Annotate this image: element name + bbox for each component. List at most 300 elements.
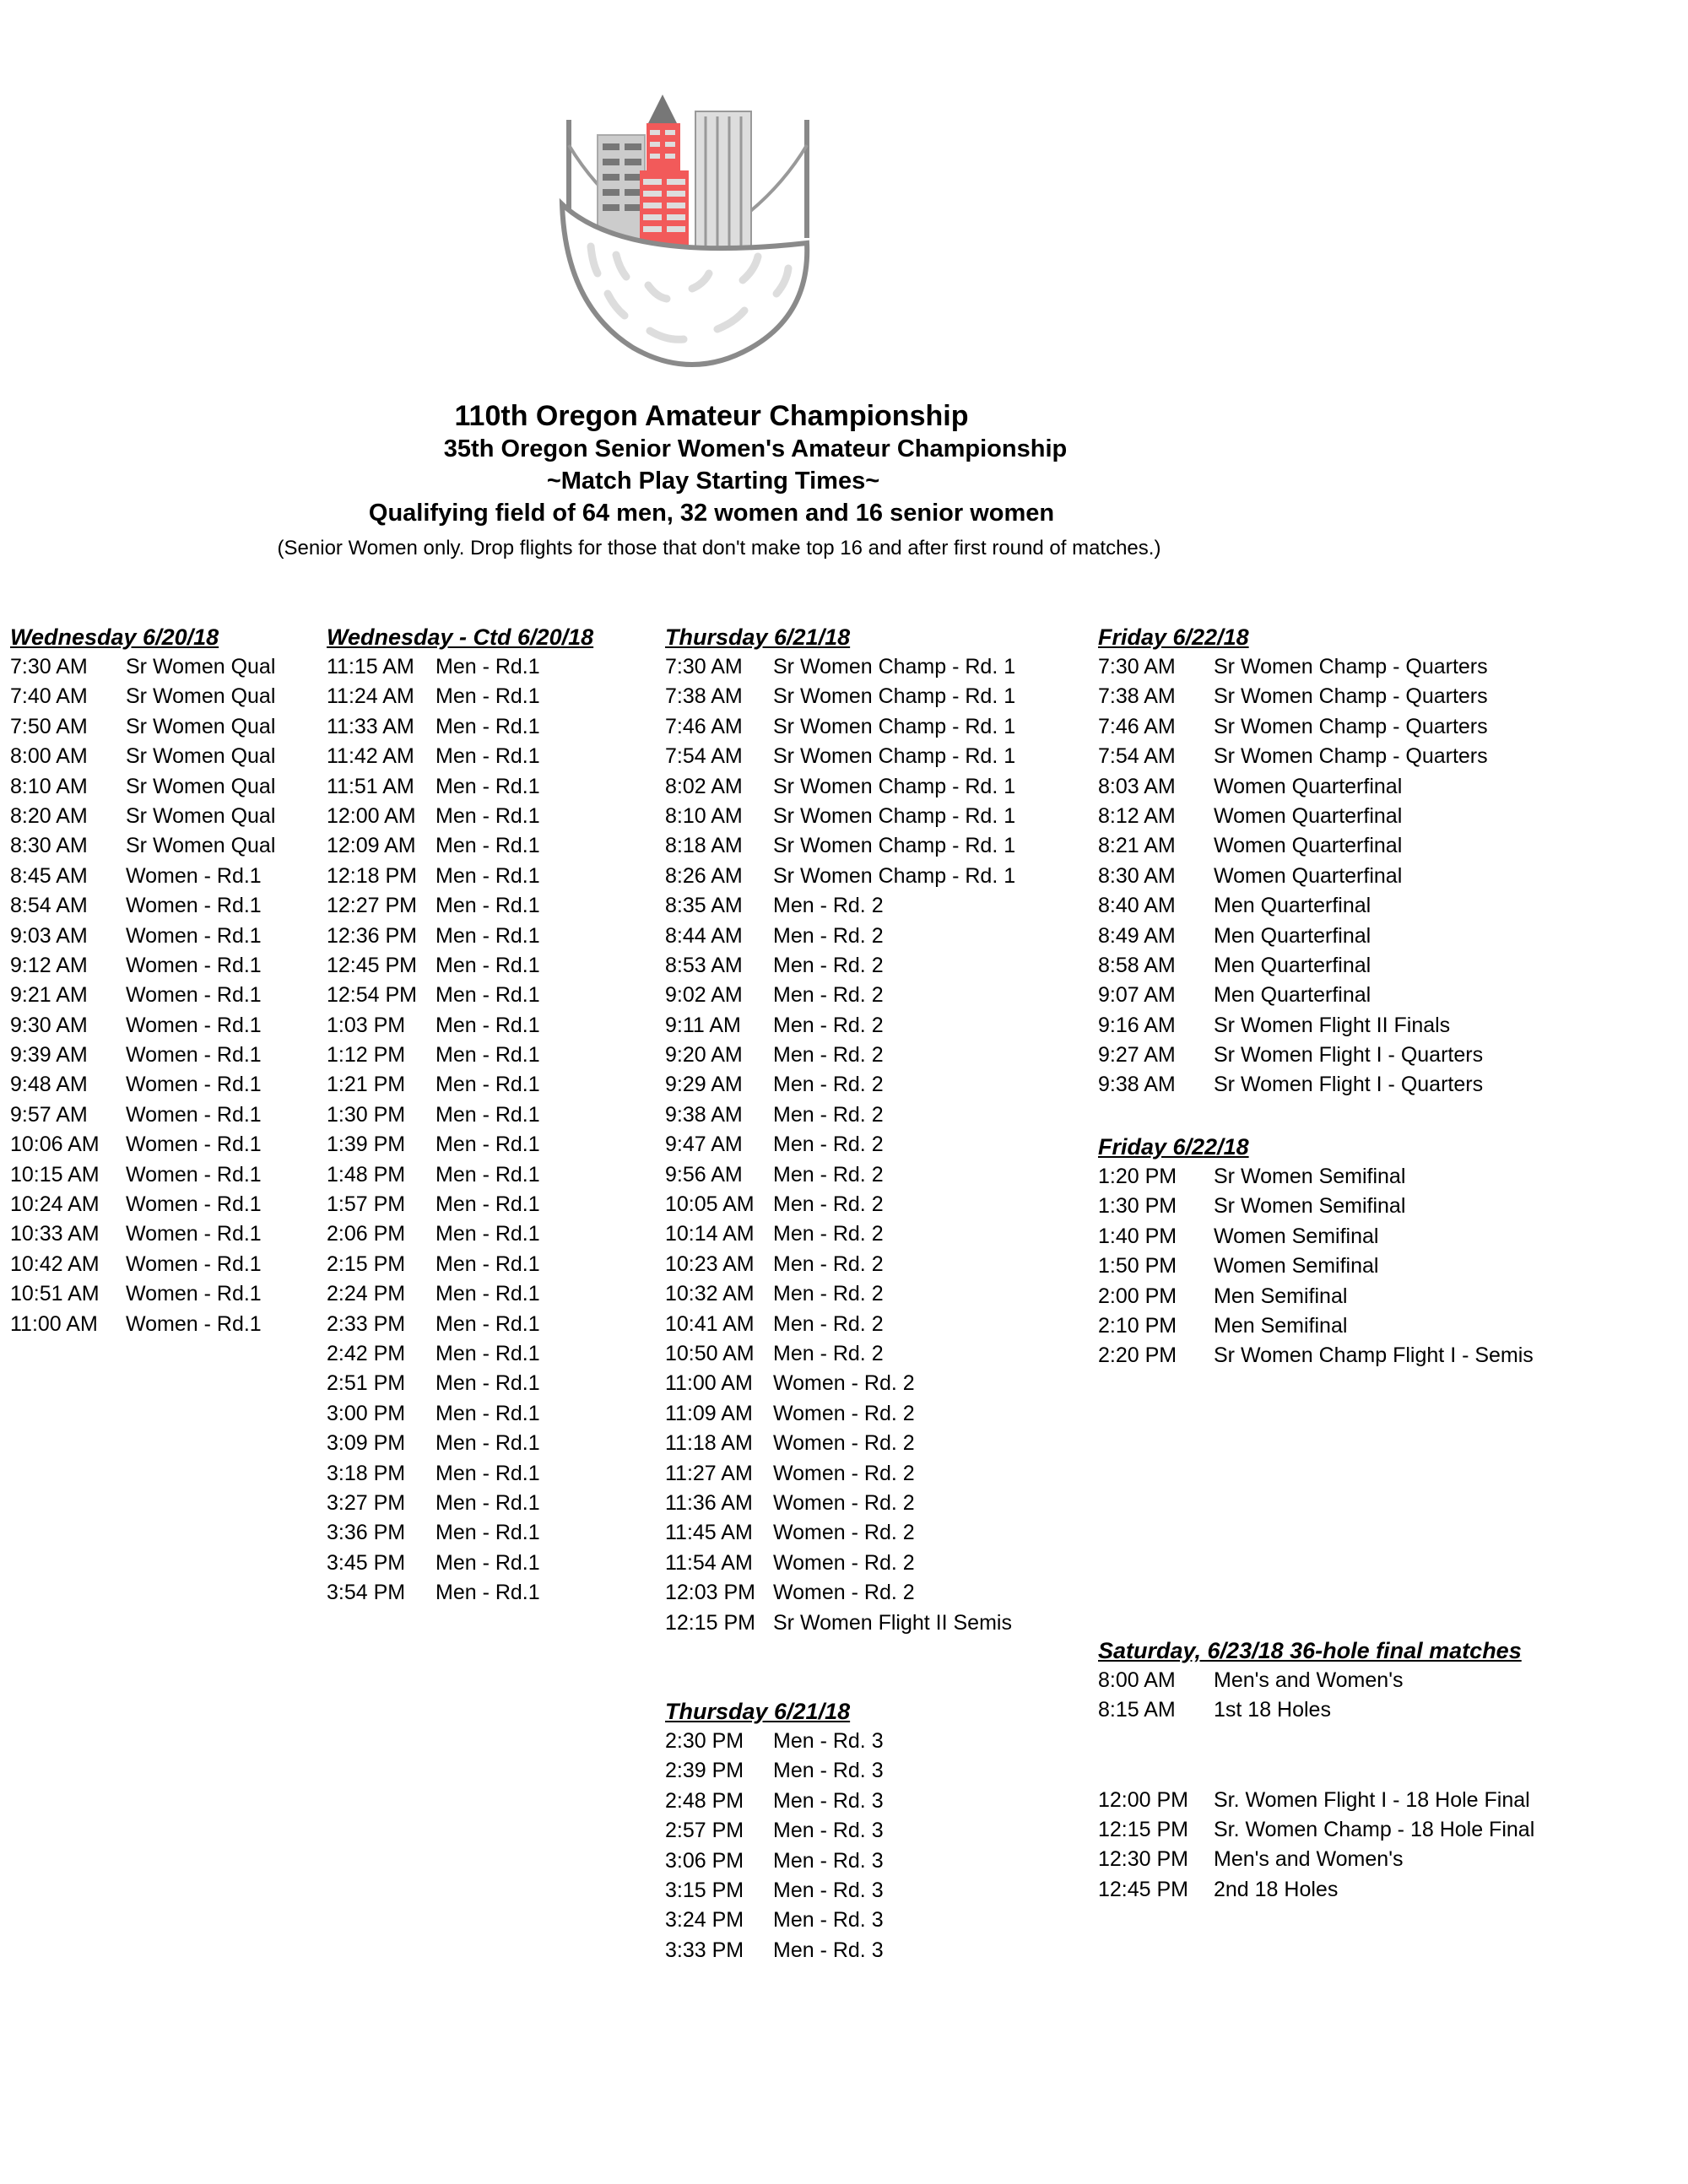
start-time: 3:45 PM [327, 1550, 406, 1575]
start-time: 7:46 AM [665, 714, 743, 738]
match-description: Men Quarterfinal [1214, 983, 1372, 1008]
match-description: Men - Rd. 2 [773, 923, 884, 948]
start-time: 10:15 AM [10, 1162, 100, 1187]
match-description: Men - Rd. 2 [773, 894, 884, 918]
schedule-row [665, 1816, 884, 1846]
schedule-row [327, 1549, 593, 1578]
schedule-row [665, 1339, 884, 1369]
start-time: 9:12 AM [10, 953, 88, 977]
start-time: 8:00 AM [10, 744, 88, 769]
match-description: Sr Women Champ - Rd. 1 [773, 774, 1016, 798]
match-description: Sr. Women Champ - 18 Hole Final [1214, 1817, 1535, 1841]
schedule-row [10, 891, 262, 921]
start-time: 3:27 PM [327, 1490, 406, 1515]
match-description: Men - Rd. 2 [773, 1102, 884, 1127]
match-description: Men - Rd.1 [436, 1490, 540, 1515]
start-time: 8:26 AM [665, 863, 743, 888]
match-description: Women Quarterfinal [1214, 774, 1403, 798]
match-description: Sr Women Flight II Semis [773, 1610, 1012, 1635]
start-time: 7:38 AM [1098, 684, 1176, 709]
schedule-row [10, 742, 276, 771]
section-heading: Friday 6/22/18 [1098, 624, 1249, 650]
schedule-row [665, 1787, 884, 1816]
start-time: 10:50 AM [665, 1341, 755, 1365]
start-time: 1:50 PM [1098, 1254, 1177, 1279]
schedule-row [327, 1011, 593, 1041]
schedule-row [10, 951, 262, 981]
golf-ball-city-logo-icon [549, 95, 827, 373]
start-time: 9:39 AM [10, 1043, 88, 1068]
match-description: Sr Women Champ - Rd. 1 [773, 863, 1016, 888]
match-description: Men - Rd.1 [436, 834, 540, 858]
match-description: Women - Rd. 2 [773, 1581, 915, 1605]
match-description: Men - Rd. 2 [773, 1013, 884, 1037]
schedule-row [1098, 891, 1372, 921]
start-time: 3:00 PM [327, 1401, 406, 1425]
match-description: Sr Women Champ Flight I - Semis [1214, 1343, 1534, 1368]
schedule-row [665, 1578, 915, 1608]
match-description: Sr Women Qual [126, 714, 276, 738]
start-time: 9:29 AM [665, 1073, 743, 1097]
match-description: Sr Women Champ - Quarters [1214, 655, 1488, 678]
match-description: Men Quarterfinal [1214, 923, 1372, 948]
match-description: Women Quarterfinal [1214, 803, 1403, 828]
match-description: Men - Rd. 2 [773, 1043, 884, 1068]
start-time: 1:48 PM [327, 1162, 406, 1187]
schedule-row [1098, 1282, 1348, 1311]
match-description: Men - Rd.1 [436, 1461, 540, 1485]
match-description: Sr Women Flight II Finals [1214, 1013, 1451, 1037]
start-time: 2:51 PM [327, 1371, 406, 1396]
start-time: 1:39 PM [327, 1133, 406, 1157]
section-heading: Saturday, 6/23/18 36-hole final matches [1098, 1638, 1522, 1663]
schedule-row [665, 951, 884, 981]
match-description: Men - Rd. 3 [773, 1938, 884, 1962]
match-description: Men - Rd.1 [436, 894, 540, 918]
match-description: Sr Women Champ - Quarters [1214, 684, 1488, 709]
schedule-row [665, 1549, 915, 1578]
schedule-row [1098, 981, 1372, 1010]
match-description: Sr. Women Flight I - 18 Hole Final [1214, 1787, 1530, 1812]
match-description: Men - Rd. 2 [773, 1311, 884, 1336]
start-time: 8:20 AM [10, 803, 88, 828]
start-time: 8:03 AM [1098, 774, 1176, 798]
schedule-row [327, 802, 593, 831]
match-description: Men - Rd.1 [436, 1550, 540, 1575]
schedule-row [327, 652, 593, 682]
match-description: Men - Rd. 2 [773, 1192, 884, 1217]
match-description: Men's and Women's [1214, 1668, 1404, 1692]
schedule-row [10, 682, 276, 711]
event-logo [549, 95, 827, 373]
schedule-row [10, 831, 276, 861]
start-time: 3:15 PM [665, 1878, 744, 1902]
schedule-row [1098, 682, 1488, 711]
match-description: Sr Women Champ - Rd. 1 [773, 744, 1016, 769]
schedule-row [665, 1279, 884, 1309]
start-time: 12:15 PM [1098, 1817, 1189, 1841]
start-time: 9:38 AM [1098, 1073, 1176, 1097]
start-time: 7:54 AM [665, 744, 743, 769]
schedule-row [327, 742, 593, 771]
match-description: Women Semifinal [1214, 1224, 1379, 1248]
start-time: 10:41 AM [665, 1311, 755, 1336]
match-description: Women - Rd.1 [126, 1102, 262, 1127]
schedule-row [1098, 1341, 1534, 1370]
match-description: Men - Rd. 3 [773, 1819, 884, 1843]
start-time: 9:21 AM [10, 983, 88, 1008]
match-description: Men - Rd. 3 [773, 1848, 884, 1873]
start-time: 2:24 PM [327, 1282, 406, 1306]
match-description: Women - Rd.1 [126, 1192, 262, 1217]
start-time: 8:02 AM [665, 774, 743, 798]
match-description: Women - Rd.1 [126, 1251, 262, 1276]
match-description: Men - Rd.1 [436, 1431, 540, 1456]
start-time: 12:30 PM [1098, 1847, 1189, 1872]
schedule-row [327, 1578, 593, 1608]
start-time: 8:10 AM [665, 803, 743, 828]
match-description: Women - Rd.1 [126, 1043, 262, 1068]
senior-women-note: (Senior Women only. Drop flights for those that don't make top 16 and after first round of matches.) [277, 537, 1161, 560]
match-description: Women - Rd.1 [126, 1013, 262, 1037]
section-wed [10, 622, 276, 1339]
schedule-row [10, 1310, 262, 1339]
section-heading: Friday 6/22/18 [1098, 1134, 1249, 1160]
section-heading: Wednesday - Ctd 6/20/18 [327, 624, 594, 650]
match-description: Women - Rd. 2 [773, 1431, 915, 1456]
match-description: Women - Rd. 2 [773, 1490, 915, 1515]
match-description: Men - Rd. 2 [773, 1073, 884, 1097]
match-description: Sr Women Qual [126, 803, 276, 828]
match-description: Men - Rd.1 [436, 655, 540, 678]
schedule-row [665, 1130, 884, 1160]
match-description: Men - Rd.1 [436, 1162, 540, 1187]
schedule-row [327, 772, 593, 802]
schedule-row [665, 742, 1016, 771]
schedule-row [665, 1518, 915, 1548]
start-time: 11:15 AM [327, 655, 414, 678]
start-time: 8:58 AM [1098, 953, 1176, 977]
start-time: 11:09 AM [665, 1401, 753, 1425]
match-description: Men - Rd.1 [436, 1102, 540, 1127]
match-description: Men - Rd. 2 [773, 1282, 884, 1306]
start-time: 12:03 PM [665, 1581, 756, 1605]
start-time: 10:32 AM [665, 1282, 755, 1306]
schedule-row [327, 1429, 593, 1458]
match-description: Men - Rd.1 [436, 1282, 540, 1306]
start-time: 9:20 AM [665, 1043, 743, 1068]
match-description: 1st 18 Holes [1214, 1698, 1331, 1722]
schedule-row [665, 1429, 915, 1458]
schedule-row [327, 1160, 593, 1190]
start-time: 3:09 PM [327, 1431, 406, 1456]
schedule-row [665, 772, 1016, 802]
start-time: 2:15 PM [327, 1251, 406, 1276]
start-time: 11:00 AM [665, 1371, 753, 1396]
start-time: 1:21 PM [327, 1073, 406, 1097]
start-time: 8:35 AM [665, 894, 743, 918]
schedule-row [1098, 951, 1372, 981]
start-time: 7:30 AM [1098, 655, 1176, 678]
start-time: 3:54 PM [327, 1581, 406, 1605]
section-fri-am [1098, 622, 1488, 1100]
start-time: 1:40 PM [1098, 1224, 1177, 1248]
match-description: Men - Rd.1 [436, 744, 540, 769]
match-description: Men - Rd.1 [436, 983, 540, 1008]
schedule-row [10, 1041, 262, 1070]
match-description: Sr Women Qual [126, 655, 276, 678]
schedule-row [327, 1310, 593, 1339]
schedule-row [10, 1070, 262, 1100]
start-time: 11:00 AM [10, 1311, 98, 1336]
schedule-row [327, 1489, 593, 1518]
match-description: Men - Rd.1 [436, 953, 540, 977]
schedule-row [665, 682, 1016, 711]
schedule-row [1098, 1070, 1484, 1100]
schedule-row [10, 1250, 262, 1279]
start-time: 2:33 PM [327, 1311, 406, 1336]
start-time: 2:48 PM [665, 1788, 744, 1813]
match-description: Men - Rd.1 [436, 1581, 540, 1605]
match-description: Women - Rd.1 [126, 1222, 262, 1246]
schedule-row [665, 1310, 884, 1339]
schedule-row [1098, 742, 1488, 771]
schedule-row [10, 862, 262, 891]
match-description: Sr Women Champ - Rd. 1 [773, 655, 1016, 678]
schedule-row [1098, 802, 1403, 831]
schedule-row [665, 1936, 884, 1965]
start-time: 2:20 PM [1098, 1343, 1177, 1368]
start-time: 10:23 AM [665, 1251, 755, 1276]
match-description: Men - Rd. 2 [773, 1341, 884, 1365]
start-time: 8:54 AM [10, 894, 88, 918]
match-description: Men - Rd. 3 [773, 1788, 884, 1813]
schedule-row [10, 1219, 262, 1249]
start-time: 10:33 AM [10, 1222, 100, 1246]
schedule-row [665, 1041, 884, 1070]
schedule-row [1098, 652, 1488, 682]
schedule-row [665, 1906, 884, 1935]
start-time: 8:15 AM [1098, 1698, 1176, 1722]
start-time: 10:06 AM [10, 1133, 100, 1157]
match-description: Men - Rd.1 [436, 1013, 540, 1037]
spacer [1098, 1755, 1522, 1785]
match-description: Men Quarterfinal [1214, 894, 1372, 918]
schedule-row [327, 1041, 593, 1070]
schedule-row [1098, 862, 1403, 891]
start-time: 7:38 AM [665, 684, 743, 709]
schedule-row [665, 1369, 915, 1398]
schedule-row [665, 1399, 915, 1429]
schedule-row [327, 1399, 593, 1429]
start-time: 8:18 AM [665, 834, 743, 858]
schedule-row [327, 981, 593, 1010]
match-description: Men - Rd.1 [436, 714, 540, 738]
start-time: 10:42 AM [10, 1251, 100, 1276]
start-time: 8:00 AM [1098, 1668, 1176, 1692]
schedule-row [665, 712, 1016, 742]
schedule-row [327, 891, 593, 921]
match-description: Men - Rd.1 [436, 684, 540, 709]
match-description: Sr Women Champ - Rd. 1 [773, 834, 1016, 858]
start-time: 1:57 PM [327, 1192, 406, 1217]
start-time: 12:00 PM [1098, 1787, 1189, 1812]
match-description: Women - Rd.1 [126, 1282, 262, 1306]
section-thu-am [665, 622, 1016, 1638]
match-description: Sr Women Champ - Rd. 1 [773, 803, 1016, 828]
start-time: 2:10 PM [1098, 1313, 1177, 1338]
schedule-row [327, 1219, 593, 1249]
schedule-row [10, 712, 276, 742]
match-description: Men - Rd.1 [436, 1073, 540, 1097]
match-description: Women - Rd.1 [126, 983, 262, 1008]
schedule-row [327, 862, 593, 891]
match-description: Men - Rd.1 [436, 774, 540, 798]
schedule-row [1098, 831, 1403, 861]
start-time: 8:53 AM [665, 953, 743, 977]
match-description: Men - Rd.1 [436, 803, 540, 828]
match-description: Men - Rd. 2 [773, 983, 884, 1008]
match-description: Men - Rd.1 [436, 1133, 540, 1157]
start-time: 1:20 PM [1098, 1165, 1177, 1188]
match-description: Sr Women Champ - Quarters [1214, 714, 1488, 738]
match-play-heading: ~Match Play Starting Times~ [546, 468, 880, 495]
section-fri-pm [1098, 1132, 1534, 1371]
start-time: 12:27 PM [327, 894, 418, 918]
start-time: 9:47 AM [665, 1133, 743, 1157]
start-time: 12:45 PM [1098, 1877, 1189, 1901]
start-time: 9:48 AM [10, 1073, 88, 1097]
schedule-row [1098, 1695, 1522, 1725]
schedule-row [327, 951, 593, 981]
schedule-row [665, 981, 884, 1010]
start-time: 8:30 AM [1098, 863, 1176, 888]
schedule-row [10, 1011, 262, 1041]
start-time: 3:06 PM [665, 1848, 744, 1873]
schedule-row [665, 1070, 884, 1100]
match-description: Women Quarterfinal [1214, 834, 1403, 858]
match-description: Sr Women Flight I - Quarters [1214, 1073, 1484, 1097]
schedule-row [665, 1756, 884, 1786]
start-time: 9:38 AM [665, 1102, 743, 1127]
schedule-row [1098, 772, 1403, 802]
schedule-row [665, 1250, 884, 1279]
start-time: 8:49 AM [1098, 923, 1176, 948]
schedule-row [665, 1608, 1012, 1638]
schedule-row [1098, 1815, 1535, 1845]
start-time: 8:21 AM [1098, 834, 1176, 858]
start-time: 12:54 PM [327, 983, 418, 1008]
start-time: 9:02 AM [665, 983, 743, 1008]
match-description: Women - Rd.1 [126, 1311, 262, 1336]
schedule-row [327, 922, 593, 951]
start-time: 9:03 AM [10, 923, 88, 948]
schedule-row [1098, 1875, 1522, 1905]
schedule-row [665, 891, 884, 921]
match-description: Sr Women Champ - Rd. 1 [773, 714, 1016, 738]
start-time: 11:42 AM [327, 744, 414, 769]
match-description: Sr Women Champ - Quarters [1214, 744, 1488, 769]
start-time: 10:14 AM [665, 1222, 755, 1246]
start-time: 7:46 AM [1098, 714, 1176, 738]
schedule-row [665, 1846, 884, 1876]
schedule-row [1098, 712, 1488, 742]
schedule-row [10, 652, 276, 682]
match-description: Women - Rd.1 [126, 863, 262, 888]
schedule-row [665, 1160, 884, 1190]
schedule-row [665, 1459, 915, 1489]
match-description: Women - Rd. 2 [773, 1461, 915, 1485]
schedule-row [10, 1100, 262, 1130]
match-description: Sr Women Qual [126, 774, 276, 798]
spacer [1098, 1726, 1522, 1755]
schedule-row [327, 1279, 593, 1309]
match-description: Men - Rd.1 [436, 923, 540, 948]
schedule-row [10, 772, 276, 802]
schedule-row [1098, 1845, 1522, 1874]
match-description: Men - Rd. 2 [773, 1162, 884, 1187]
schedule-row [1098, 1311, 1348, 1341]
start-time: 11:18 AM [665, 1431, 753, 1456]
schedule-row [10, 922, 262, 951]
start-time: 2:00 PM [1098, 1284, 1177, 1308]
schedule-row [665, 652, 1016, 682]
start-time: 11:36 AM [665, 1490, 753, 1515]
match-description: Women Semifinal [1214, 1254, 1379, 1279]
start-time: 8:12 AM [1098, 803, 1176, 828]
match-description: Men - Rd.1 [436, 1401, 540, 1425]
section-heading: Thursday 6/21/18 [665, 624, 851, 650]
start-time: 8:40 AM [1098, 894, 1176, 918]
start-time: 2:06 PM [327, 1222, 406, 1246]
schedule-row [665, 831, 1016, 861]
match-description: Sr Women Qual [126, 834, 276, 858]
schedule-row [1098, 1251, 1379, 1281]
schedule-row [1098, 922, 1372, 951]
match-description: Women - Rd.1 [126, 1133, 262, 1157]
match-description: Women - Rd.1 [126, 1162, 262, 1187]
start-time: 10:51 AM [10, 1282, 100, 1306]
match-description: Women - Rd.1 [126, 923, 262, 948]
start-time: 8:45 AM [10, 863, 88, 888]
field-description: Qualifying field of 64 men, 32 women and 16 senior women [368, 500, 1055, 527]
start-time: 2:39 PM [665, 1759, 744, 1783]
start-time: 7:40 AM [10, 684, 88, 709]
match-description: Sr Women Champ - Rd. 1 [773, 684, 1016, 709]
section-heading: Wednesday 6/20/18 [10, 624, 219, 650]
start-time: 8:10 AM [10, 774, 88, 798]
match-description: Men - Rd. 3 [773, 1759, 884, 1783]
match-description: Sr Women Semifinal [1214, 1194, 1406, 1219]
start-time: 7:50 AM [10, 714, 88, 738]
schedule-row [327, 1070, 593, 1100]
schedule-row [665, 802, 1016, 831]
schedule-row [1098, 1192, 1406, 1221]
section-sat [1098, 1635, 1535, 1905]
start-time: 9:27 AM [1098, 1043, 1176, 1068]
section-wed-ctd [327, 622, 593, 1608]
schedule-row [665, 1876, 884, 1906]
match-description: Men - Rd. 3 [773, 1908, 884, 1933]
schedule-row [327, 682, 593, 711]
start-time: 11:24 AM [327, 684, 414, 709]
schedule-row [327, 1250, 593, 1279]
schedule-row [10, 1130, 262, 1160]
schedule-row [1098, 1222, 1379, 1251]
schedule-row [327, 831, 593, 861]
match-description: Men - Rd.1 [436, 1341, 540, 1365]
schedule-row [327, 1369, 593, 1398]
